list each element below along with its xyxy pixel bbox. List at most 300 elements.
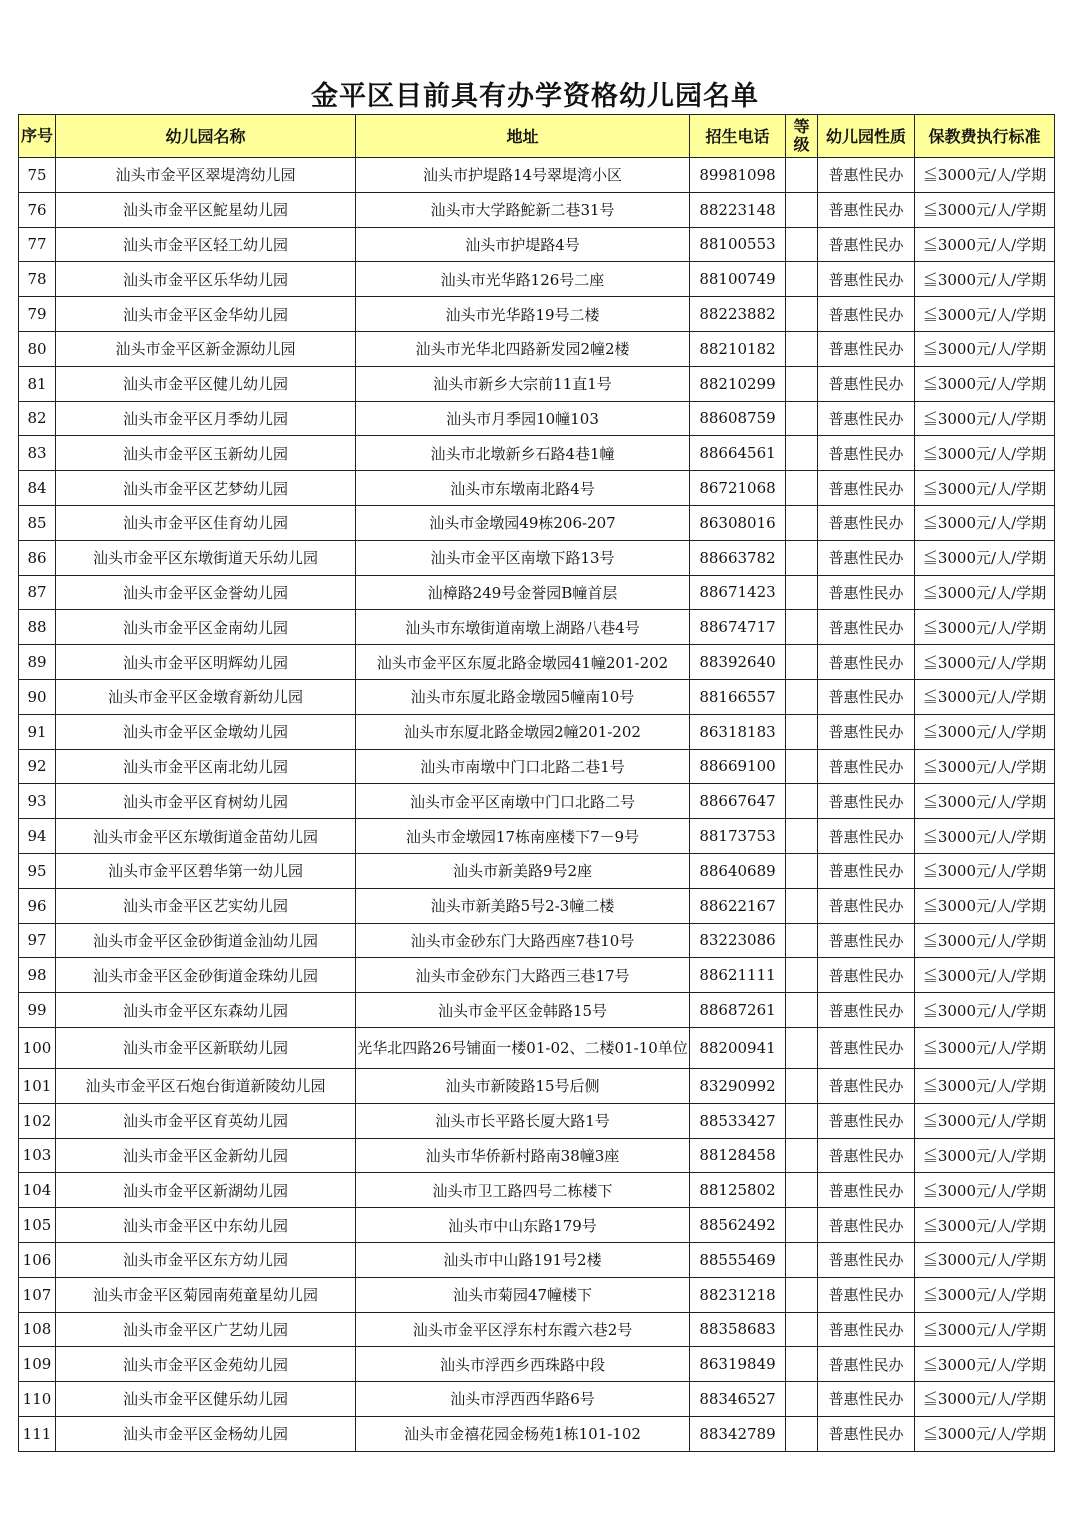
cell-address: 汕头市卫工路四号二栋楼下 — [356, 1173, 690, 1208]
table-row — [19, 610, 1055, 645]
cell-grade — [786, 505, 818, 540]
cell-address: 汕头市东墩街道南墩上湖路八巷4号 — [356, 610, 690, 645]
cell-grade — [786, 540, 818, 575]
cell-type: 普惠性民办 — [818, 1103, 915, 1138]
header-name: 幼儿园名称 — [56, 115, 356, 158]
cell-address: 汕头市光华路19号二楼 — [356, 297, 690, 332]
table-row — [19, 1068, 1055, 1103]
cell-no: 101 — [19, 1068, 56, 1103]
cell-name: 汕头市金平区鮀星幼儿园 — [56, 192, 356, 227]
table-row — [19, 158, 1055, 193]
table-row — [19, 227, 1055, 262]
cell-name: 汕头市金平区新湖幼儿园 — [56, 1173, 356, 1208]
cell-address: 汕头市金砂东门大路西座7巷10号 — [356, 923, 690, 958]
cell-no: 83 — [19, 436, 56, 471]
cell-no: 88 — [19, 610, 56, 645]
cell-no: 75 — [19, 158, 56, 193]
cell-grade — [786, 749, 818, 784]
cell-phone: 88664561 — [690, 436, 786, 471]
cell-name: 汕头市金平区轻工幼儿园 — [56, 227, 356, 262]
cell-address: 汕头市东厦北路金墩园2幢201-202 — [356, 714, 690, 749]
cell-no: 99 — [19, 993, 56, 1028]
table-row — [19, 297, 1055, 332]
cell-fee: ≦3000元/人/学期 — [915, 923, 1055, 958]
cell-phone: 86308016 — [690, 505, 786, 540]
cell-address: 汕头市东墩南北路4号 — [356, 471, 690, 506]
cell-phone: 88358683 — [690, 1312, 786, 1347]
cell-grade — [786, 888, 818, 923]
cell-fee: ≦3000元/人/学期 — [915, 540, 1055, 575]
cell-no: 96 — [19, 888, 56, 923]
table-row — [19, 1138, 1055, 1173]
cell-phone: 88200941 — [690, 1027, 786, 1068]
cell-type: 普惠性民办 — [818, 819, 915, 854]
cell-address: 汕头市金平区东厦北路金墩园41幢201-202 — [356, 645, 690, 680]
table-row — [19, 331, 1055, 366]
cell-fee: ≦3000元/人/学期 — [915, 610, 1055, 645]
cell-no: 98 — [19, 958, 56, 993]
cell-phone: 88674717 — [690, 610, 786, 645]
cell-address: 汕头市东厦北路金墩园5幢南10号 — [356, 679, 690, 714]
cell-grade — [786, 192, 818, 227]
cell-grade — [786, 993, 818, 1028]
cell-grade — [786, 158, 818, 193]
cell-no: 91 — [19, 714, 56, 749]
cell-fee: ≦3000元/人/学期 — [915, 505, 1055, 540]
cell-name: 汕头市金平区金南幼儿园 — [56, 610, 356, 645]
cell-no: 95 — [19, 853, 56, 888]
cell-phone: 88346527 — [690, 1382, 786, 1417]
cell-name: 汕头市金平区新联幼儿园 — [56, 1027, 356, 1068]
cell-grade — [786, 958, 818, 993]
cell-phone: 86721068 — [690, 471, 786, 506]
cell-grade — [786, 436, 818, 471]
cell-phone: 88166557 — [690, 679, 786, 714]
table-row — [19, 819, 1055, 854]
cell-grade — [786, 853, 818, 888]
cell-type: 普惠性民办 — [818, 784, 915, 819]
table-row — [19, 749, 1055, 784]
cell-fee: ≦3000元/人/学期 — [915, 1347, 1055, 1382]
cell-no: 94 — [19, 819, 56, 854]
table-row — [19, 505, 1055, 540]
cell-grade — [786, 1173, 818, 1208]
cell-name: 汕头市金平区广艺幼儿园 — [56, 1312, 356, 1347]
cell-type: 普惠性民办 — [818, 366, 915, 401]
cell-name: 汕头市金平区乐华幼儿园 — [56, 262, 356, 297]
cell-no: 109 — [19, 1347, 56, 1382]
cell-phone: 89981098 — [690, 158, 786, 193]
cell-type: 普惠性民办 — [818, 505, 915, 540]
cell-address: 汕头市华侨新村路南38幢3座 — [356, 1138, 690, 1173]
cell-grade — [786, 1242, 818, 1277]
cell-name: 汕头市金平区明辉幼儿园 — [56, 645, 356, 680]
cell-fee: ≦3000元/人/学期 — [915, 679, 1055, 714]
cell-phone: 88210299 — [690, 366, 786, 401]
cell-address: 汕头市金平区金韩路15号 — [356, 993, 690, 1028]
cell-grade — [786, 1416, 818, 1451]
cell-type: 普惠性民办 — [818, 1208, 915, 1243]
table-row — [19, 436, 1055, 471]
cell-name: 汕头市金平区艺梦幼儿园 — [56, 471, 356, 506]
cell-grade — [786, 923, 818, 958]
table-row — [19, 1242, 1055, 1277]
cell-no: 81 — [19, 366, 56, 401]
cell-phone: 88231218 — [690, 1277, 786, 1312]
cell-fee: ≦3000元/人/学期 — [915, 227, 1055, 262]
cell-address: 汕头市中山路191号2楼 — [356, 1242, 690, 1277]
cell-type: 普惠性民办 — [818, 471, 915, 506]
cell-name: 汕头市金平区金墩幼儿园 — [56, 714, 356, 749]
cell-phone: 88128458 — [690, 1138, 786, 1173]
cell-grade — [786, 331, 818, 366]
cell-type: 普惠性民办 — [818, 1138, 915, 1173]
cell-fee: ≦3000元/人/学期 — [915, 366, 1055, 401]
cell-grade — [786, 1277, 818, 1312]
cell-phone: 83223086 — [690, 923, 786, 958]
cell-phone: 88392640 — [690, 645, 786, 680]
cell-name: 汕头市金平区金杨幼儿园 — [56, 1416, 356, 1451]
cell-fee: ≦3000元/人/学期 — [915, 1277, 1055, 1312]
cell-fee: ≦3000元/人/学期 — [915, 958, 1055, 993]
cell-address: 汕头市新陵路15号后侧 — [356, 1068, 690, 1103]
cell-grade — [786, 1347, 818, 1382]
table-row — [19, 923, 1055, 958]
cell-type: 普惠性民办 — [818, 192, 915, 227]
cell-type: 普惠性民办 — [818, 1173, 915, 1208]
cell-grade — [786, 1068, 818, 1103]
cell-phone: 88669100 — [690, 749, 786, 784]
cell-address: 汕头市光华路126号二座 — [356, 262, 690, 297]
table-row — [19, 784, 1055, 819]
cell-type: 普惠性民办 — [818, 436, 915, 471]
cell-address: 汕樟路249号金誉园B幢首层 — [356, 575, 690, 610]
cell-phone: 88125802 — [690, 1173, 786, 1208]
cell-phone: 88671423 — [690, 575, 786, 610]
cell-grade — [786, 645, 818, 680]
cell-type: 普惠性民办 — [818, 1382, 915, 1417]
cell-grade — [786, 297, 818, 332]
cell-grade — [786, 610, 818, 645]
cell-phone: 88100749 — [690, 262, 786, 297]
cell-type: 普惠性民办 — [818, 297, 915, 332]
cell-name: 汕头市金平区金华幼儿园 — [56, 297, 356, 332]
cell-phone: 88622167 — [690, 888, 786, 923]
cell-type: 普惠性民办 — [818, 540, 915, 575]
cell-grade — [786, 679, 818, 714]
cell-address: 汕头市金平区浮东村东霞六巷2号 — [356, 1312, 690, 1347]
cell-grade — [786, 401, 818, 436]
cell-no: 107 — [19, 1277, 56, 1312]
cell-address: 汕头市中山东路179号 — [356, 1208, 690, 1243]
cell-no: 86 — [19, 540, 56, 575]
cell-name: 汕头市金平区月季幼儿园 — [56, 401, 356, 436]
cell-type: 普惠性民办 — [818, 993, 915, 1028]
cell-phone: 86318183 — [690, 714, 786, 749]
table-row — [19, 1173, 1055, 1208]
cell-fee: ≦3000元/人/学期 — [915, 1068, 1055, 1103]
cell-fee: ≦3000元/人/学期 — [915, 1103, 1055, 1138]
cell-phone: 88687261 — [690, 993, 786, 1028]
cell-phone: 88173753 — [690, 819, 786, 854]
cell-grade — [786, 1138, 818, 1173]
cell-fee: ≦3000元/人/学期 — [915, 888, 1055, 923]
cell-name: 汕头市金平区石炮台街道新陵幼儿园 — [56, 1068, 356, 1103]
cell-fee: ≦3000元/人/学期 — [915, 575, 1055, 610]
cell-name: 汕头市金平区佳育幼儿园 — [56, 505, 356, 540]
cell-name: 汕头市金平区金苑幼儿园 — [56, 1347, 356, 1382]
page-title: 金平区目前具有办学资格幼儿园名单 — [311, 81, 759, 112]
cell-fee: ≦3000元/人/学期 — [915, 645, 1055, 680]
cell-grade — [786, 1382, 818, 1417]
cell-grade — [786, 1027, 818, 1068]
cell-phone: 88342789 — [690, 1416, 786, 1451]
cell-name: 汕头市金平区东方幼儿园 — [56, 1242, 356, 1277]
cell-no: 78 — [19, 262, 56, 297]
cell-fee: ≦3000元/人/学期 — [915, 1242, 1055, 1277]
cell-no: 93 — [19, 784, 56, 819]
cell-fee: ≦3000元/人/学期 — [915, 819, 1055, 854]
cell-address: 汕头市月季园10幢103 — [356, 401, 690, 436]
cell-no: 108 — [19, 1312, 56, 1347]
table-row — [19, 1312, 1055, 1347]
cell-type: 普惠性民办 — [818, 401, 915, 436]
cell-grade — [786, 227, 818, 262]
cell-address: 汕头市金平区南墩中门口北路二号 — [356, 784, 690, 819]
cell-name: 汕头市金平区新金源幼儿园 — [56, 331, 356, 366]
cell-address: 汕头市北墩新乡石路4巷1幢 — [356, 436, 690, 471]
cell-address: 汕头市南墩中门口北路二巷1号 — [356, 749, 690, 784]
cell-name: 汕头市金平区碧华第一幼儿园 — [56, 853, 356, 888]
cell-name: 汕头市金平区金砂街道金汕幼儿园 — [56, 923, 356, 958]
cell-fee: ≦3000元/人/学期 — [915, 784, 1055, 819]
cell-type: 普惠性民办 — [818, 1242, 915, 1277]
table-row — [19, 645, 1055, 680]
cell-grade — [786, 366, 818, 401]
cell-type: 普惠性民办 — [818, 331, 915, 366]
cell-type: 普惠性民办 — [818, 610, 915, 645]
cell-no: 102 — [19, 1103, 56, 1138]
cell-fee: ≦3000元/人/学期 — [915, 749, 1055, 784]
cell-phone: 88223148 — [690, 192, 786, 227]
cell-type: 普惠性民办 — [818, 853, 915, 888]
cell-name: 汕头市金平区金砂街道金珠幼儿园 — [56, 958, 356, 993]
cell-phone: 88667647 — [690, 784, 786, 819]
cell-name: 汕头市金平区健乐幼儿园 — [56, 1382, 356, 1417]
cell-name: 汕头市金平区金誉幼儿园 — [56, 575, 356, 610]
cell-phone: 88663782 — [690, 540, 786, 575]
table-row — [19, 262, 1055, 297]
cell-type: 普惠性民办 — [818, 923, 915, 958]
table-row — [19, 540, 1055, 575]
cell-phone: 88555469 — [690, 1242, 786, 1277]
cell-type: 普惠性民办 — [818, 262, 915, 297]
cell-type: 普惠性民办 — [818, 749, 915, 784]
cell-no: 89 — [19, 645, 56, 680]
cell-no: 90 — [19, 679, 56, 714]
cell-grade — [786, 471, 818, 506]
cell-type: 普惠性民办 — [818, 714, 915, 749]
cell-address: 汕头市金砂东门大路西三巷17号 — [356, 958, 690, 993]
cell-grade — [786, 1312, 818, 1347]
cell-type: 普惠性民办 — [818, 888, 915, 923]
cell-fee: ≦3000元/人/学期 — [915, 436, 1055, 471]
cell-address: 汕头市新乡大宗前11直1号 — [356, 366, 690, 401]
cell-name: 汕头市金平区东森幼儿园 — [56, 993, 356, 1028]
cell-no: 76 — [19, 192, 56, 227]
cell-no: 104 — [19, 1173, 56, 1208]
cell-name: 汕头市金平区菊园南苑童星幼儿园 — [56, 1277, 356, 1312]
cell-name: 汕头市金平区育树幼儿园 — [56, 784, 356, 819]
cell-fee: ≦3000元/人/学期 — [915, 158, 1055, 193]
cell-no: 77 — [19, 227, 56, 262]
cell-fee: ≦3000元/人/学期 — [915, 1208, 1055, 1243]
cell-name: 汕头市金平区翠堤湾幼儿园 — [56, 158, 356, 193]
cell-phone: 88562492 — [690, 1208, 786, 1243]
cell-grade — [786, 575, 818, 610]
cell-address: 汕头市新美路9号2座 — [356, 853, 690, 888]
cell-fee: ≦3000元/人/学期 — [915, 401, 1055, 436]
table-row — [19, 888, 1055, 923]
table-row — [19, 853, 1055, 888]
cell-phone: 88608759 — [690, 401, 786, 436]
cell-no: 110 — [19, 1382, 56, 1417]
cell-no: 92 — [19, 749, 56, 784]
cell-no: 106 — [19, 1242, 56, 1277]
table-row — [19, 575, 1055, 610]
table-row — [19, 1103, 1055, 1138]
cell-address: 汕头市光华北四路新发园2幢2楼 — [356, 331, 690, 366]
cell-fee: ≦3000元/人/学期 — [915, 331, 1055, 366]
header-type: 幼儿园性质 — [818, 115, 915, 158]
cell-type: 普惠性民办 — [818, 1027, 915, 1068]
cell-phone: 88100553 — [690, 227, 786, 262]
table-row — [19, 1277, 1055, 1312]
cell-address: 汕头市浮西乡西珠路中段 — [356, 1347, 690, 1382]
cell-address: 光华北四路26号铺面一楼01-02、二楼01-10单位 — [356, 1027, 690, 1068]
cell-name: 汕头市金平区东墩街道天乐幼儿园 — [56, 540, 356, 575]
cell-type: 普惠性民办 — [818, 679, 915, 714]
cell-address: 汕头市长平路长厦大路1号 — [356, 1103, 690, 1138]
cell-type: 普惠性民办 — [818, 575, 915, 610]
cell-name: 汕头市金平区健儿幼儿园 — [56, 366, 356, 401]
table-row — [19, 1027, 1055, 1068]
cell-no: 79 — [19, 297, 56, 332]
cell-no: 103 — [19, 1138, 56, 1173]
cell-no: 111 — [19, 1416, 56, 1451]
table-row — [19, 401, 1055, 436]
table-row — [19, 1382, 1055, 1417]
table-row — [19, 1208, 1055, 1243]
cell-no: 105 — [19, 1208, 56, 1243]
cell-type: 普惠性民办 — [818, 1312, 915, 1347]
cell-no: 100 — [19, 1027, 56, 1068]
cell-no: 97 — [19, 923, 56, 958]
cell-address: 汕头市金禧花园金杨苑1栋101-102 — [356, 1416, 690, 1451]
cell-fee: ≦3000元/人/学期 — [915, 853, 1055, 888]
cell-type: 普惠性民办 — [818, 1068, 915, 1103]
cell-grade — [786, 819, 818, 854]
cell-name: 汕头市金平区玉新幼儿园 — [56, 436, 356, 471]
table-row — [19, 471, 1055, 506]
cell-phone: 88223882 — [690, 297, 786, 332]
cell-no: 80 — [19, 331, 56, 366]
cell-address: 汕头市金平区南墩下路13号 — [356, 540, 690, 575]
table-header-row — [19, 115, 1055, 158]
cell-name: 汕头市金平区金墩育新幼儿园 — [56, 679, 356, 714]
cell-no: 84 — [19, 471, 56, 506]
table-row — [19, 366, 1055, 401]
cell-phone: 88533427 — [690, 1103, 786, 1138]
cell-fee: ≦3000元/人/学期 — [915, 297, 1055, 332]
cell-type: 普惠性民办 — [818, 227, 915, 262]
cell-no: 87 — [19, 575, 56, 610]
kindergarten-table — [18, 114, 1055, 1452]
cell-grade — [786, 784, 818, 819]
table-row — [19, 1416, 1055, 1451]
table-row — [19, 714, 1055, 749]
cell-address: 汕头市金墩园17栋南座楼下7－9号 — [356, 819, 690, 854]
header-grade: 等级 — [786, 115, 818, 158]
cell-grade — [786, 1208, 818, 1243]
cell-phone: 88210182 — [690, 331, 786, 366]
cell-address: 汕头市护堤路4号 — [356, 227, 690, 262]
header-fee: 保教费执行标准 — [915, 115, 1055, 158]
table-row — [19, 993, 1055, 1028]
header-phone: 招生电话 — [690, 115, 786, 158]
cell-type: 普惠性民办 — [818, 1347, 915, 1382]
cell-fee: ≦3000元/人/学期 — [915, 471, 1055, 506]
cell-name: 汕头市金平区艺实幼儿园 — [56, 888, 356, 923]
cell-phone: 86319849 — [690, 1347, 786, 1382]
cell-address: 汕头市菊园47幢楼下 — [356, 1277, 690, 1312]
cell-phone: 83290992 — [690, 1068, 786, 1103]
table-row — [19, 192, 1055, 227]
cell-type: 普惠性民办 — [818, 1277, 915, 1312]
cell-fee: ≦3000元/人/学期 — [915, 262, 1055, 297]
cell-name: 汕头市金平区中东幼儿园 — [56, 1208, 356, 1243]
table-row — [19, 1347, 1055, 1382]
cell-phone: 88640689 — [690, 853, 786, 888]
cell-grade — [786, 1103, 818, 1138]
header-address: 地址 — [356, 115, 690, 158]
cell-fee: ≦3000元/人/学期 — [915, 714, 1055, 749]
cell-fee: ≦3000元/人/学期 — [915, 1312, 1055, 1347]
cell-address: 汕头市大学路鮀新二巷31号 — [356, 192, 690, 227]
cell-fee: ≦3000元/人/学期 — [915, 1173, 1055, 1208]
cell-type: 普惠性民办 — [818, 958, 915, 993]
cell-type: 普惠性民办 — [818, 158, 915, 193]
cell-fee: ≦3000元/人/学期 — [915, 1027, 1055, 1068]
header-no: 序号 — [19, 115, 56, 158]
cell-fee: ≦3000元/人/学期 — [915, 1416, 1055, 1451]
cell-phone: 88621111 — [690, 958, 786, 993]
table-row — [19, 679, 1055, 714]
cell-grade — [786, 262, 818, 297]
cell-type: 普惠性民办 — [818, 1416, 915, 1451]
cell-name: 汕头市金平区育英幼儿园 — [56, 1103, 356, 1138]
cell-no: 85 — [19, 505, 56, 540]
table-body — [19, 158, 1055, 1452]
cell-fee: ≦3000元/人/学期 — [915, 1382, 1055, 1417]
cell-address: 汕头市新美路5号2-3幢二楼 — [356, 888, 690, 923]
cell-name: 汕头市金平区金新幼儿园 — [56, 1138, 356, 1173]
cell-fee: ≦3000元/人/学期 — [915, 1138, 1055, 1173]
table-row — [19, 958, 1055, 993]
cell-address: 汕头市金墩园49栋206-207 — [356, 505, 690, 540]
cell-fee: ≦3000元/人/学期 — [915, 993, 1055, 1028]
cell-name: 汕头市金平区南北幼儿园 — [56, 749, 356, 784]
